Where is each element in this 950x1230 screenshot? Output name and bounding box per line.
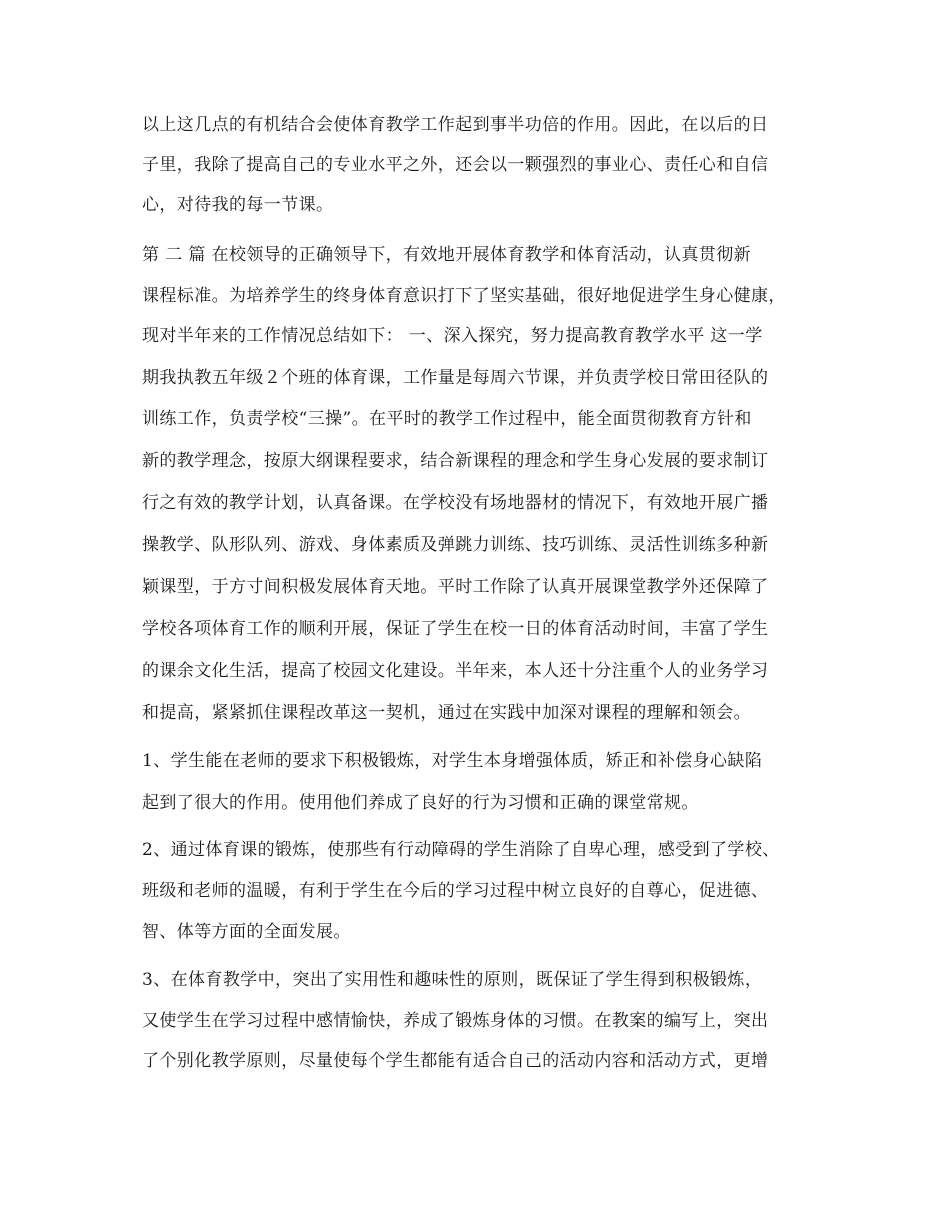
text-line: 操教学、队形队列、游戏、身体素质及弹跳力训练、技巧训练、灵活性训练多种新 [142, 535, 769, 555]
text-line: 行之有效的教学计划，认真备课。在学校没有场地器材的情况下，有效地开展广播 [142, 493, 769, 513]
text-line: 了个别化教学原则，尽量使每个学生都能有适合自己的活动内容和活动方式，更增 [142, 1051, 769, 1071]
text-line: 现对半年来的工作情况总结如下： 一、深入探究，努力提高教育教学水平 这一学 [142, 326, 763, 346]
text-line: 第 二 篇 在校领导的正确领导下，有效地开展体育教学和体育活动，认真贯彻新 [142, 245, 752, 265]
text-line: 新的教学理念，按原大纲课程要求，结合新课程的理念和学生身心发展的要求制订 [142, 451, 769, 471]
text-line: 班级和老师的温暖，有利于学生在今后的学习过程中树立良好的自尊心，促进德、 [142, 881, 769, 901]
text-line: 学校各项体育工作的顺利开展，保证了学生在校一日的体育活动时间，丰富了学生 [142, 619, 769, 639]
text-line: 1、学生能在老师的要求下积极锻炼，对学生本身增强体质，矫正和补偿身心缺陷 [142, 751, 763, 771]
text-line: 颖课型，于方寸间积极发展体育天地。平时工作除了认真开展课堂教学外还保障了 [142, 577, 769, 597]
text-line: 期我执教五年级２个班的体育课，工作量是每周六节课，并负责学校日常田径队的 [142, 368, 769, 388]
text-line: 智、体等方面的全面发展。 [142, 922, 351, 942]
text-line: 心，对待我的每一节课。 [142, 195, 334, 215]
text-line: 和提高，紧紧抓住课程改革这一契机，通过在实践中加深对课程的理解和领会。 [142, 703, 751, 723]
text-line: 以上这几点的有机结合会使体育教学工作起到事半功倍的作用。因此，在以后的日 [142, 115, 769, 135]
text-line: 子里，我除了提高自己的专业水平之外，还会以一颗强烈的事业心、责任心和自信 [142, 155, 769, 175]
text-line: 起到了很大的作用。使用他们养成了良好的行为习惯和正确的课堂常规。 [142, 793, 699, 813]
text-line: 课程标准。为培养学生的终身体育意识打下了坚实基础，很好地促进学生身心健康， [142, 286, 786, 306]
text-line: 2、通过体育课的锻炼，使那些有行动障碍的学生消除了自卑心理，感受到了学校、 [142, 840, 780, 860]
text-line: 又使学生在学习过程中感情愉快，养成了锻炼身体的习惯。在教案的编写上，突出 [142, 1011, 769, 1031]
text-line: 3、在体育教学中，突出了实用性和趣味性的原则，既保证了学生得到积极锻炼， [142, 970, 763, 990]
text-line: 训练工作，负责学校“三操”。在平时的教学工作过程中，能全面贯彻教育方针和 [142, 409, 752, 429]
text-line: 的课余文化生活，提高了校园文化建设。半年来，本人还十分注重个人的业务学习 [142, 661, 769, 681]
